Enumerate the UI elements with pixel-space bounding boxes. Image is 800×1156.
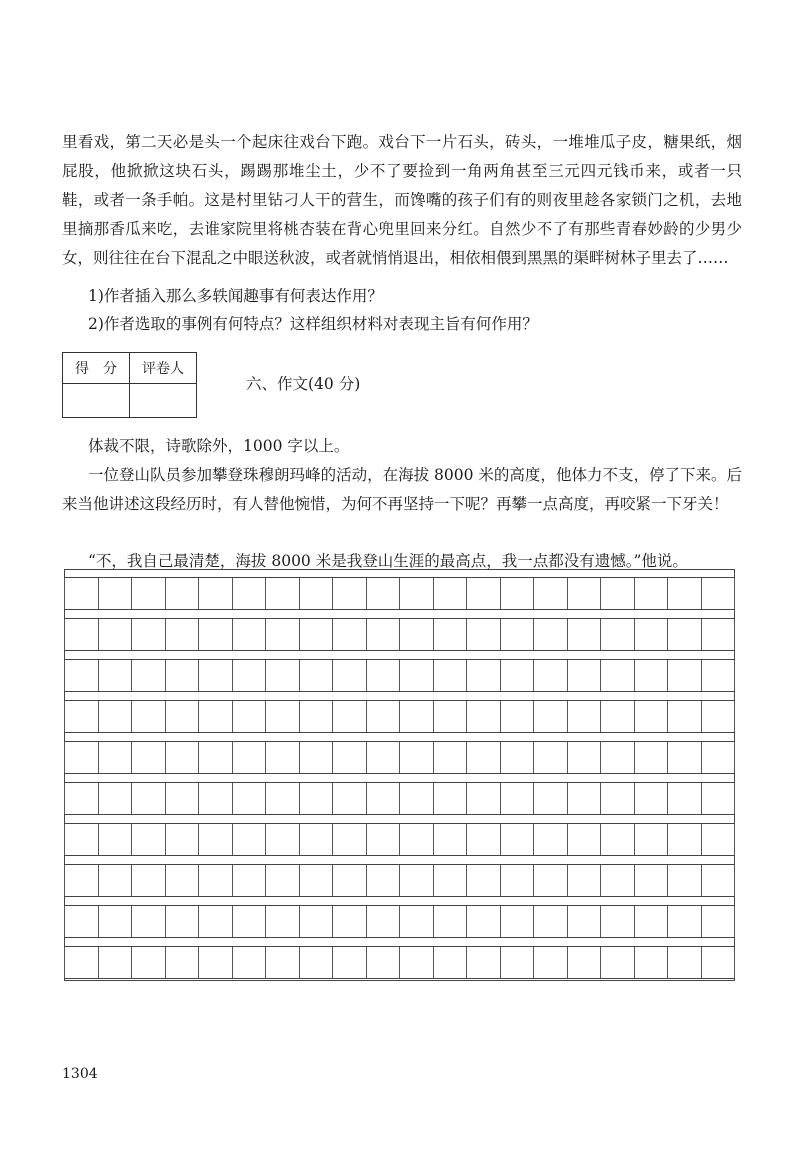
writing-grid-cell [64,865,99,896]
writing-grid-cell [333,865,367,896]
writing-grid-cell [568,742,602,773]
writing-grid-cell [367,660,401,691]
writing-grid-cell [467,783,501,814]
writing-grid-cell [467,619,501,650]
writing-grid-cell [635,619,669,650]
writing-grid-cell [99,742,133,773]
writing-grid-cell [99,865,133,896]
score-table [62,352,197,418]
writing-grid-cell [702,701,736,732]
writing-grid-row [64,659,735,692]
writing-grid-cell [266,783,300,814]
writing-grid-cell [132,947,166,978]
writing-grid-cell [534,783,568,814]
writing-grid-cell [668,619,702,650]
writing-grid-cell [367,906,401,937]
essay-prompt-story: 一位登山队员参加攀登珠穆朗玛峰的活动，在海拔 8000 米的高度，他体力不支，停了下来。后来当他讲述这段经历时，有人替他惋惜，为何不再坚持一下呢？再攀一点高度，再咬紧一下牙关！ [62,466,742,513]
writing-grid-cell [266,660,300,691]
writing-grid-cell [166,619,200,650]
writing-grid-cell [266,865,300,896]
writing-grid-cell [266,619,300,650]
writing-grid-cell [367,701,401,732]
writing-grid-cell [467,906,501,937]
writing-grid-cell [568,947,602,978]
writing-grid-cell [400,906,434,937]
writing-grid-cell [266,742,300,773]
writing-grid-cell [99,619,133,650]
writing-grid-cell [635,660,669,691]
grader-header: 评卷人 [130,353,197,384]
writing-grid-cell [467,865,501,896]
writing-grid-cell [635,578,669,609]
page-number: 1304 [62,1066,98,1082]
writing-grid-cell [300,906,334,937]
writing-grid-cell [467,660,501,691]
writing-grid-cell [199,701,233,732]
writing-grid-row [64,864,735,897]
writing-grid-cell [300,783,334,814]
writing-grid-cell [601,578,635,609]
writing-grid-cell [702,865,736,896]
writing-grid-cell [434,865,468,896]
writing-grid-cell [501,906,535,937]
writing-grid-cell [367,742,401,773]
writing-grid-cell [534,742,568,773]
writing-grid-cell [300,578,334,609]
writing-grid-cell [166,947,200,978]
writing-grid-cell [434,906,468,937]
writing-grid-row [64,905,735,938]
writing-grid-cell [300,742,334,773]
writing-grid-cell [367,783,401,814]
writing-grid-cell [233,701,267,732]
writing-grid-row [64,741,735,774]
writing-grid-cell [99,701,133,732]
writing-grid-cell [568,824,602,855]
writing-grid-cell [400,660,434,691]
writing-grid-cell [166,701,200,732]
writing-grid-cell [702,824,736,855]
writing-grid-cell [333,783,367,814]
writing-grid-cell [233,906,267,937]
writing-grid-cell [333,824,367,855]
writing-grid-cell [467,578,501,609]
writing-grid-cell [568,906,602,937]
score-cell [63,384,130,418]
writing-grid-cell [635,701,669,732]
writing-grid-cell [333,578,367,609]
writing-grid-cell [199,865,233,896]
writing-grid-cell [132,701,166,732]
writing-grid-cell [367,578,401,609]
writing-grid-cell [300,619,334,650]
writing-grid-cell [400,947,434,978]
writing-grid-cell [601,906,635,937]
writing-grid-cell [166,742,200,773]
writing-grid-cell [434,578,468,609]
writing-grid-cell [434,824,468,855]
writing-grid-cell [166,578,200,609]
writing-grid-cell [233,865,267,896]
writing-grid-cell [266,947,300,978]
writing-grid-cell [99,660,133,691]
writing-grid-cell [434,947,468,978]
writing-grid-cell [601,619,635,650]
writing-grid-cell [702,906,736,937]
writing-grid-cell [534,947,568,978]
writing-grid-cell [434,619,468,650]
writing-grid-cell [199,660,233,691]
writing-grid-cell [400,578,434,609]
writing-grid-cell [702,947,736,978]
writing-grid-cell [199,578,233,609]
writing-grid-cell [64,947,99,978]
writing-grid-cell [333,701,367,732]
writing-grid-cell [635,742,669,773]
writing-grid-cell [702,578,736,609]
writing-grid-cell [568,619,602,650]
writing-grid-cell [266,824,300,855]
grader-cell [130,384,197,418]
writing-grid-cell [233,742,267,773]
section-title: 六、作文(40 分) [246,375,361,393]
writing-grid-cell [568,783,602,814]
writing-grid-cell [534,865,568,896]
writing-grid-cell [434,783,468,814]
essay-prompt-quote: “不，我自己最清楚，海拔 8000 米是我登山生涯的最高点，我一点都没有遗憾。”他说。 [88,552,688,570]
writing-grid-row [64,577,735,610]
writing-grid-cell [467,947,501,978]
writing-grid-cell [434,701,468,732]
writing-grid-cell [199,824,233,855]
writing-grid-cell [635,865,669,896]
writing-grid-cell [501,742,535,773]
writing-grid-row [64,782,735,815]
writing-grid-cell [400,783,434,814]
writing-grid-cell [233,578,267,609]
writing-grid-cell [132,824,166,855]
writing-grid-cell [333,660,367,691]
writing-grid-cell [64,619,99,650]
writing-grid-cell [601,947,635,978]
writing-grid-cell [367,947,401,978]
writing-grid-cell [367,865,401,896]
writing-grid-cell [333,742,367,773]
writing-grid-cell [99,783,133,814]
writing-grid-cell [166,660,200,691]
essay-requirement: 体裁不限，诗歌除外，1000 字以上。 [88,437,350,455]
writing-grid-row [64,700,735,733]
writing-grid-cell [702,783,736,814]
writing-grid-cell [534,906,568,937]
writing-grid-cell [668,865,702,896]
writing-grid-cell [233,824,267,855]
writing-grid-cell [400,742,434,773]
writing-grid-cell [668,783,702,814]
writing-grid-cell [266,578,300,609]
writing-grid-cell [199,947,233,978]
writing-grid-cell [534,578,568,609]
writing-grid-cell [702,742,736,773]
writing-grid-cell [166,865,200,896]
writing-grid-cell [199,906,233,937]
writing-grid-cell [501,947,535,978]
writing-grid-cell [601,824,635,855]
writing-grid-cell [99,906,133,937]
writing-grid-cell [99,578,133,609]
writing-grid-cell [534,701,568,732]
writing-grid-cell [501,865,535,896]
writing-grid-cell [64,824,99,855]
writing-grid-cell [233,783,267,814]
writing-grid-cell [635,906,669,937]
writing-grid-cell [300,701,334,732]
writing-grid-cell [501,824,535,855]
writing-grid-cell [702,619,736,650]
writing-grid-cell [702,660,736,691]
writing-grid-cell [99,824,133,855]
writing-grid-cell [132,865,166,896]
writing-grid-cell [568,701,602,732]
writing-grid-cell [300,947,334,978]
question-2: 2)作者选取的事例有何特点？这样组织材料对表现主旨有何作用？ [88,315,538,333]
writing-grid-cell [132,783,166,814]
writing-grid-cell [467,824,501,855]
writing-grid-cell [501,701,535,732]
writing-grid-cell [64,701,99,732]
writing-grid-cell [132,578,166,609]
writing-grid-cell [400,865,434,896]
writing-grid-cell [266,906,300,937]
writing-grid-cell [434,742,468,773]
writing-grid-cell [568,660,602,691]
writing-grid-cell [668,742,702,773]
writing-grid-cell [467,701,501,732]
writing-grid-cell [635,947,669,978]
writing-grid-cell [601,742,635,773]
writing-grid-cell [300,865,334,896]
writing-grid-cell [333,947,367,978]
writing-grid-cell [166,906,200,937]
writing-grid-cell [199,619,233,650]
writing-grid-row [64,946,735,979]
writing-grid-cell [233,619,267,650]
question-1: 1)作者插入那么多轶闻趣事有何表达作用？ [88,287,383,305]
writing-grid-cell [568,865,602,896]
writing-grid-cell [501,619,535,650]
writing-grid-cell [601,865,635,896]
writing-grid-cell [668,824,702,855]
writing-grid-cell [333,906,367,937]
writing-grid-cell [434,660,468,691]
writing-grid-cell [64,906,99,937]
writing-grid-cell [467,742,501,773]
writing-grid-row [64,618,735,651]
writing-grid-cell [534,619,568,650]
writing-grid-cell [132,742,166,773]
writing-grid-cell [367,824,401,855]
writing-grid-row [64,823,735,856]
passage-excerpt: 里看戏，第二天必是头一个起床往戏台下跑。戏台下一片石头，砖头，一堆堆瓜子皮，糖果纸，烟屁股，他掀掀这块石头，踢踢那堆尘土，少不了要捡到一角两角甚至三元四元钱币来，或者一只鞋，或者一条手帕。这是村里钻刁人干的营生，而馋嘴的孩子们有的则夜里趁各家锁门之机，去地里摘那香瓜来吃，去谁家院里将桃杏装在背心兜里回来分红。自然少不了有那些青春妙龄的少男少女，则往往在台下混乱之中眼送秋波，或者就悄悄退出，相依相偎到黑黑的渠畔树林子里去了…… [62,133,742,267]
writing-grid-cell [199,742,233,773]
writing-grid-cell [300,824,334,855]
writing-grid-cell [601,701,635,732]
writing-grid-cell [266,701,300,732]
writing-grid-cell [534,660,568,691]
writing-grid-cell [64,578,99,609]
writing-grid-cell [668,947,702,978]
writing-grid-cell [199,783,233,814]
writing-grid-cell [132,660,166,691]
writing-grid-cell [534,824,568,855]
writing-grid-cell [568,578,602,609]
writing-grid-cell [132,906,166,937]
writing-grid-cell [400,701,434,732]
writing-grid-cell [635,783,669,814]
writing-grid-cell [400,824,434,855]
score-header: 得 分 [63,353,130,384]
writing-grid-cell [635,824,669,855]
writing-grid-cell [400,619,434,650]
writing-grid-cell [64,783,99,814]
writing-grid-cell [501,783,535,814]
writing-grid-cell [668,701,702,732]
writing-grid-cell [501,660,535,691]
writing-grid-cell [501,578,535,609]
writing-grid-cell [367,619,401,650]
writing-grid-cell [333,619,367,650]
writing-grid-cell [668,660,702,691]
writing-grid-cell [233,660,267,691]
writing-grid-cell [132,619,166,650]
writing-grid-cell [233,947,267,978]
writing-grid-cell [300,660,334,691]
writing-grid-cell [99,947,133,978]
writing-grid-cell [64,742,99,773]
writing-grid-cell [601,783,635,814]
writing-grid-cell [166,783,200,814]
writing-grid-cell [668,906,702,937]
writing-grid-cell [166,824,200,855]
writing-grid-cell [668,578,702,609]
writing-grid-cell [64,660,99,691]
writing-grid-cell [601,660,635,691]
